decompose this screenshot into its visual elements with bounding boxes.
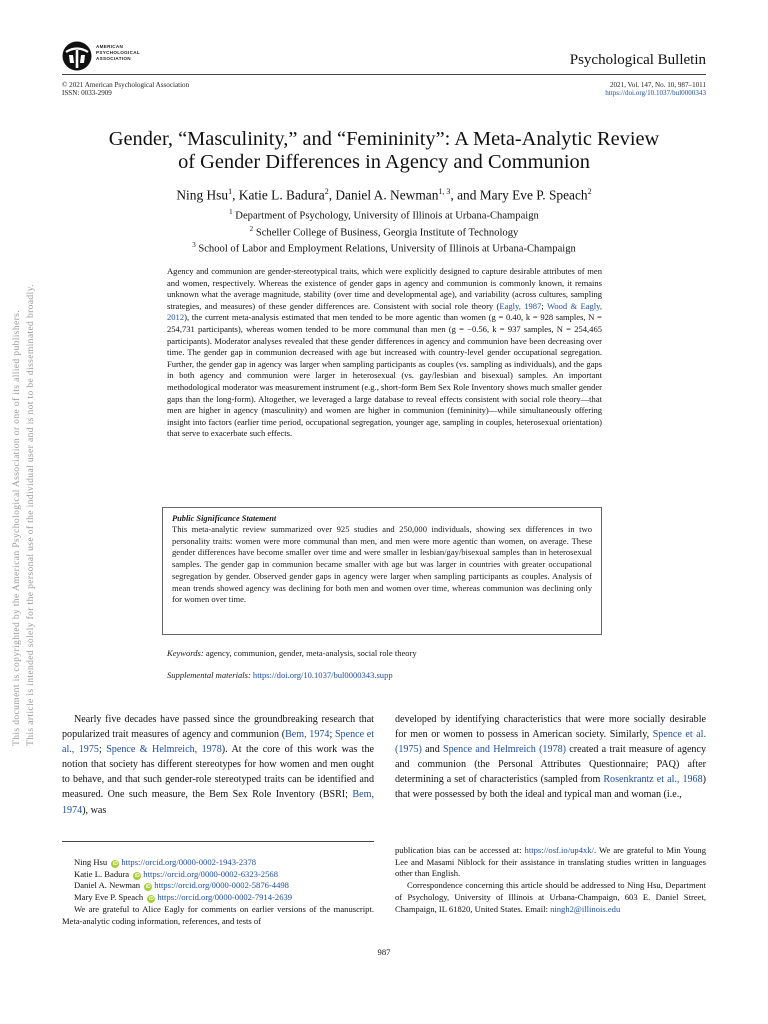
acknowledgment: We are grateful to Alice Eagly for comments on earlier versions of the manuscript. Meta-analytic coding information, references, and tests of xyxy=(62,903,374,926)
orcid-icon: iD xyxy=(145,884,151,891)
citation-link[interactable]: Eagly, 1987 xyxy=(499,300,542,311)
public-significance-title: Public Significance Statement xyxy=(172,514,277,523)
citation-link[interactable]: Spence and Helmreich (1978) xyxy=(443,744,566,756)
author-note-left xyxy=(62,857,374,927)
header-rule xyxy=(62,74,706,75)
body-column-left: Nearly five decades have passed since the groundbreaking research that popularized trait measures of agency and communion (Bem, 1974; Spence et al., 1975; Spence & Helmreich, 1978). At the core of this work was the notion that society has different stereotypes for how women and men ought to behave, and that such gender-role stereotyped traits can be identified and measured. One such measure, the Bem Sex Role Inventory (BSRI; Bem, 1974), was xyxy=(62,714,375,816)
email-link[interactable]: ningh2@illinois.edu xyxy=(550,903,621,914)
affiliation-2: $^2$ Scheller College of Business, Georgia Institute of Technology xyxy=(249,224,519,239)
public-significance-body: This meta-analytic review summarized over 925 studies and 250,000 individuals, showing sex differences in two personality traits: women were more communal than men, and men were more agentic than women, on average. These gender differences have become smaller over time and were smaller in lesbian/gay/bisexual samples than in heterosexual samples. The gender gap in communion became smaller with age but was larger in countries with greater occupational segregation by gender. Observed gender gaps in agency were larger when sampling participants as couples. Analysis of mean trends showed agency was declining for both men and women over time, whereas communion was declining only for women over time. xyxy=(172,524,592,605)
citation-link[interactable]: Spence et al., 1975 xyxy=(62,729,375,756)
article-title: Gender, “Masculinity,” and “Femininity”: A Meta-Analytic Review of Gender Differences in Agency and Communion xyxy=(108,128,660,173)
citation-info xyxy=(605,81,706,98)
orcid-entry: Daniel A. Newman iD https://orcid.org/0000-0002-5876-4498 xyxy=(74,880,289,891)
abstract: Agency and communion are gender-stereotypical traits, which were explicitly designed to capture desirable attributes of men and women, respectively. Whereas the existence of gender gaps in agency and communion is commonly known, it remains unknown what the average magnitude, stability (over time and developmental age), and variability (across cultures, sampling strategies, and measures) of these gender differences are. Consistent with social role theory (Eagly, 1987; Wood & Eagly, 2012), the current meta-analysis estimated that men tended to be more agentic than women (g = 0.40, k = 928 samples, N = 254,731 participants), whereas women tended to be more communal than men (g = −0.56, k = 937 samples, N = 254,465 participants). Moderator analyses revealed that these gender differences in agency and communion have been decreasing over time. The gender gap in communion decreased with age but increased with country-level gender occupational segregation. Further, the gender gap in agency was larger when sampling participants as couples (vs. sampling as individuals), and the gaps in both agency and communion were larger in heterosexual (vs. gay/lesbian and bisexual) samples. An important methodological moderator was measurement instrument (e.g., short-form Bem Sex Role Inventory shows much smaller gender gaps than the long-form). Altogether, we leveraged a large database to reveal effects consistent with social role theory—that men are higher in agency (masculinity) and women are higher in communion (femininity)—while simultaneously offering insight into factors (earlier time period, occupational segregation, younger age, sampling in couples, heterosexual orientation) that serve to exacerbate such effects. xyxy=(167,266,602,439)
copyright-info: © 2021 American Psychological Association ISSN: 0033-2909 xyxy=(62,81,190,98)
affiliations xyxy=(62,206,706,256)
doi-link[interactable]: https://doi.org/10.1037/bul0000343 xyxy=(605,89,706,98)
keywords: Keywords: agency, communion, gender, meta-analysis, social role theory xyxy=(167,648,417,658)
citation-link[interactable]: Wood & Eagly, 2012 xyxy=(167,300,602,323)
journal-name: Psychological Bulletin xyxy=(569,52,706,68)
copyright-watermark: This document is copyrighted by the American Psychological Association or one of its allied publishers. This article is intended solely for the personal use of the individual user and is not to be disseminated broadly. xyxy=(11,284,36,746)
orcid-entry: Mary Eve P. Speach iD https://orcid.org/0000-0002-7914-2639 xyxy=(74,892,293,903)
page-number: 987 xyxy=(377,947,391,957)
citation-link[interactable]: Bem, 1974 xyxy=(62,789,374,816)
citation-link[interactable]: Spence et al. (1975) xyxy=(395,729,706,756)
author-note-right: publication bias can be accessed at: https://osf.io/up4xk/. We are grateful to Min Young Lee and Masami Niblock for their assistance in translating studies written in languages other than English. Correspondence concerning this article should be addressed to Ning Hsu, Department of Psychology, University of Illinois at Urbana-Champaign, 603 E. Daniel Street, Champaign, IL 61820, United States. Email: ningh2@illinois.edu xyxy=(395,845,706,914)
public-significance-box xyxy=(162,507,602,635)
publisher-wordmark: AMERICAN PSYCHOLOGICAL ASSOCIATION xyxy=(96,44,140,61)
orcid-link[interactable]: https://orcid.org/0000-0002-1943-2378 xyxy=(121,857,257,867)
supplemental-materials: Supplemental materials: https://doi.org/10.1037/bul0000343.supp xyxy=(167,670,393,680)
osf-link[interactable]: https://osf.io/up4xk/ xyxy=(524,845,594,855)
citation-link[interactable]: Bem, 1974 xyxy=(285,729,330,741)
citation-link[interactable]: Rosenkrantz et al., 1968 xyxy=(603,774,703,786)
footnote-rule xyxy=(62,841,374,842)
affiliation-1: $^1$ Department of Psychology, University of Illinois at Urbana-Champaign xyxy=(229,208,539,222)
author-list: Ning Hsu$^1$, Katie L. Badura$^2$, Daniel A. Newman$^{1, 3}$, and Mary Eve P. Speach$^2$ xyxy=(176,187,592,203)
orcid-link[interactable]: https://orcid.org/0000-0002-6323-2568 xyxy=(143,868,278,879)
apa-logo-icon xyxy=(62,41,92,71)
orcid-icon: iD xyxy=(134,872,140,879)
citation: 2021, Vol. 147, No. 10, 987–1011 xyxy=(609,81,706,89)
citation-link[interactable]: Spence & Helmreich, 1978 xyxy=(106,744,222,756)
orcid-entry: Ning Hsu iD https://orcid.org/0000-0002-1943-2378 xyxy=(74,857,257,867)
body-column-right: developed by identifying characteristics that were more socially desirable for men or women to possess in American society. Similarly, Spence et al. (1975) and Spence and Helmreich (1978) created a trait measure of agency and communion (the Personal Attributes Questionnaire; PAQ) after determining a set of characteristics (sampled from Rosenkrantz et al., 1968) that were possessed by both the ideal and typical man and woman (i.e., xyxy=(395,714,707,801)
supplemental-link[interactable]: https://doi.org/10.1037/bul0000343.supp xyxy=(250,670,393,680)
orcid-icon: iD xyxy=(112,861,118,867)
orcid-link[interactable]: https://orcid.org/0000-0002-7914-2639 xyxy=(157,892,293,903)
orcid-link[interactable]: https://orcid.org/0000-0002-5876-4498 xyxy=(154,880,289,891)
affiliation-3: $^3$ School of Labor and Employment Relations, University of Illinois at Urbana-Champaign xyxy=(192,241,576,255)
orcid-icon: iD xyxy=(148,896,154,903)
orcid-entry: Katie L. Badura iD https://orcid.org/0000-0002-6323-2568 xyxy=(74,868,278,879)
